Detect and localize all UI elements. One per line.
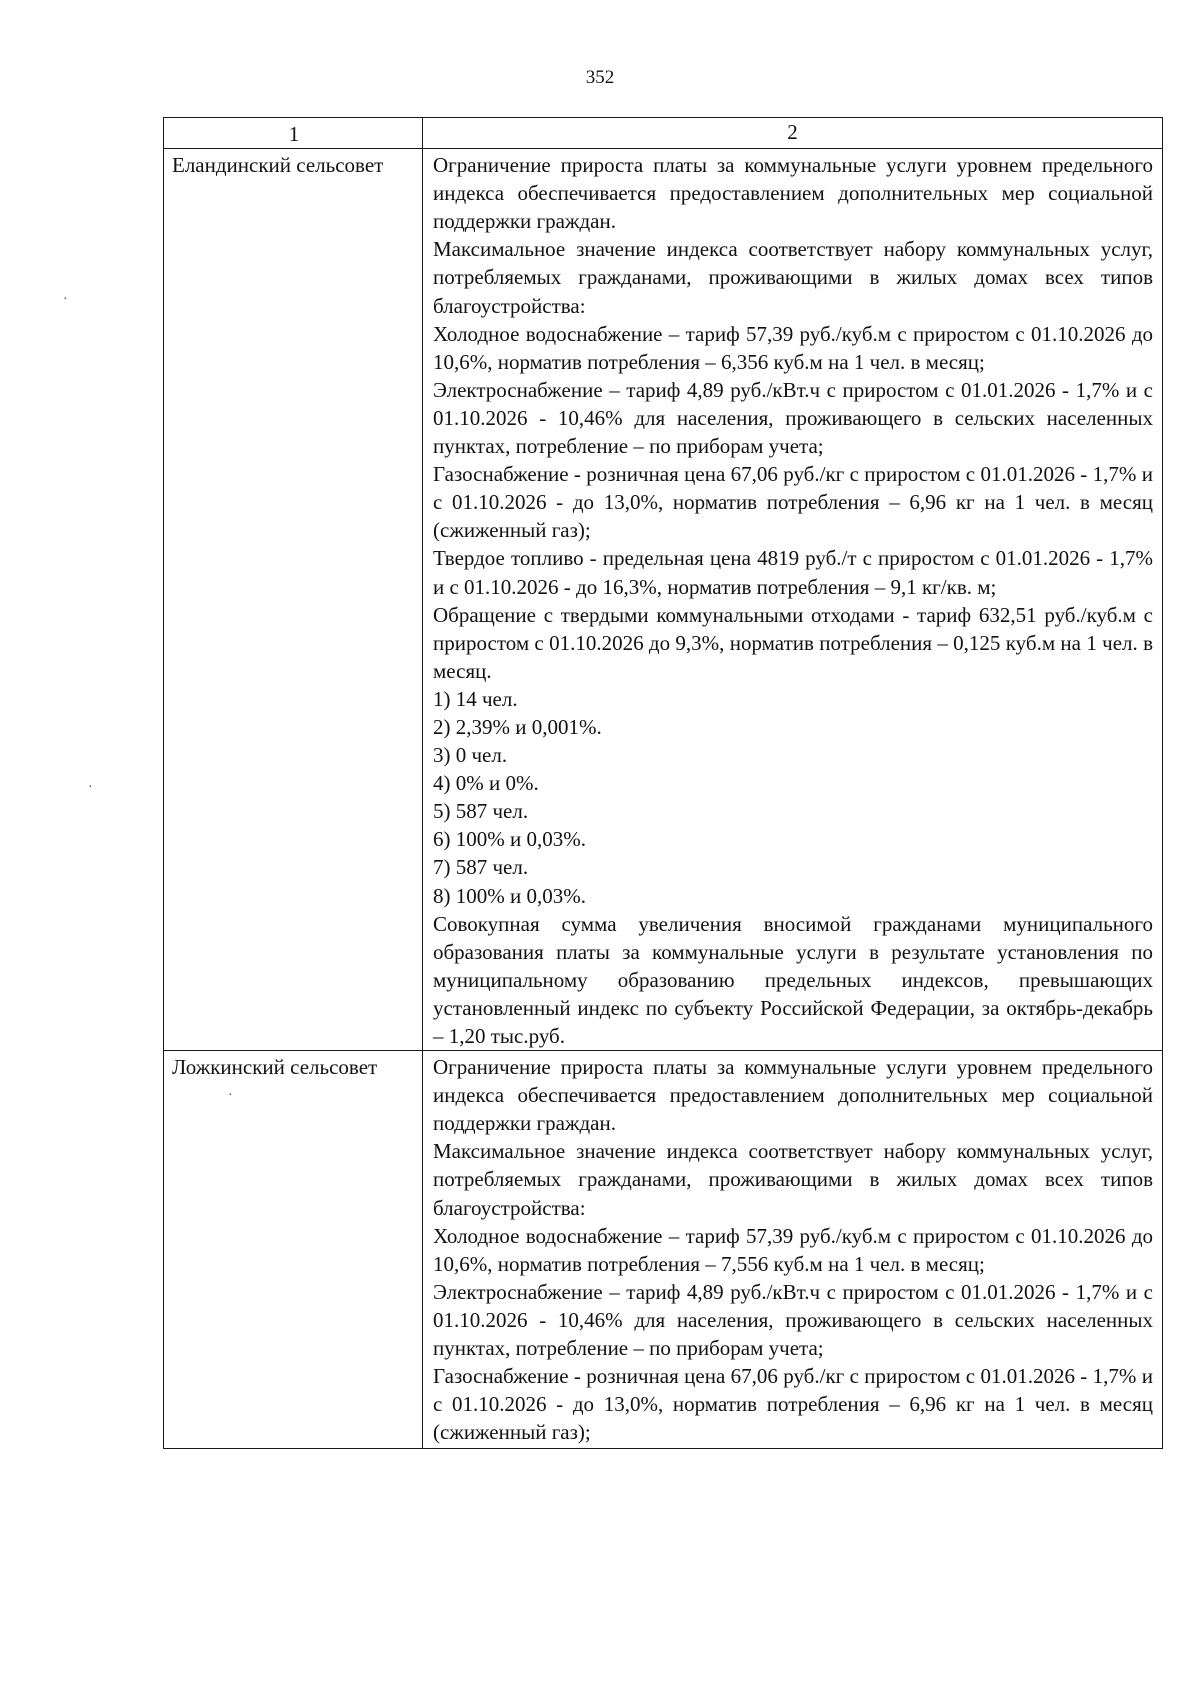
municipality-name: Еландинский сельсовет: [164, 149, 423, 1051]
list-item: 1) 14 чел.: [433, 686, 518, 711]
paragraph: Максимальное значение индекса соответствует набору коммунальных услуг, потребляемых гражданами, проживающими в жилых домах всех типов благоустройства:: [433, 1139, 1153, 1220]
paragraph: Электроснабжение – тариф 4,89 руб./кВт.ч с приростом с 01.01.2026 - 1,7% и с 01.10.2026 - 10,46% для населения, проживающего в сельских населенных пунктах, потребление – по приборам учета;: [433, 1279, 1153, 1361]
list-item: 6) 100% и 0,03%.: [433, 827, 586, 852]
paragraph: Совокупная сумма увеличения вносимой гражданами муниципального образования платы за коммунальные услуги в результате установления по муниципальному образованию предельных индексов, превышающих установленный индекс по субъекту Российской Федерации, за октябрь-декабрь – 1,20 тыс.руб.: [433, 911, 1153, 1048]
paragraph: Ограничение прироста платы за коммунальные услуги уровнем предельного индекса обеспечивается предоставлением дополнительных мер социальной поддержки граждан.: [433, 1055, 1153, 1136]
scan-mark: ·: [88, 780, 93, 795]
column-header-1: 1: [164, 118, 423, 149]
list-item: 8) 100% и 0,03%.: [433, 883, 586, 908]
table-row: [164, 1051, 1163, 1449]
paragraph: Газоснабжение - розничная цена 67,06 руб./кг с приростом с 01.01.2026 - 1,7% и с 01.10.2026 - до 13,0%, норматив потребления – 6,96 кг на 1 чел. в месяц (сжиженный газ);: [433, 1364, 1153, 1445]
paragraph: Газоснабжение - розничная цена 67,06 руб./кг с приростом с 01.01.2026 - 1,7% и с 01.10.2026 - до 13,0%, норматив потребления – 6,96 кг на 1 чел. в месяц (сжиженный газ);: [433, 462, 1153, 543]
paragraph: Твердое топливо - предельная цена 4819 руб./т с приростом с 01.01.2026 - 1,7% и с 01.10.2026 - до 16,3%, норматив потребления – 9,1 кг/кв. м;: [433, 546, 1153, 599]
list-item: 3) 0 чел.: [433, 743, 508, 768]
description-cell: [423, 1051, 1163, 1449]
table-row: [164, 149, 1163, 1051]
paragraph: Обращение с твердыми коммунальными отходами - тариф 632,51 руб./куб.м с приростом с 01.10.2026 до 9,3%, норматив потребления – 0,125 куб.м на 1 чел. в месяц.: [433, 602, 1153, 683]
paragraph: Холодное водоснабжение – тариф 57,39 руб./куб.м с приростом с 01.10.2026 до 10,6%, норматив потребления – 6,356 куб.м на 1 чел. в месяц;: [433, 321, 1153, 374]
paragraph: Холодное водоснабжение – тариф 57,39 руб./куб.м с приростом с 01.10.2026 до 10,6%, норматив потребления – 7,556 куб.м на 1 чел. в месяц;: [433, 1223, 1153, 1276]
column-header-2: 2: [423, 118, 1163, 149]
table-header-row: [164, 118, 1163, 149]
page-number: 352: [585, 67, 615, 88]
indices-table: [163, 117, 1163, 1449]
list-item: 4) 0% и 0%.: [433, 771, 539, 796]
paragraph: Ограничение прироста платы за коммунальные услуги уровнем предельного индекса обеспечивается предоставлением дополнительных мер социальной поддержки граждан.: [433, 153, 1153, 234]
list-item: 2) 2,39% и 0,001%.: [433, 714, 602, 739]
paragraph: Электроснабжение – тариф 4,89 руб./кВт.ч с приростом с 01.01.2026 - 1,7% и с 01.10.2026 - 10,46% для населения, проживающего в сельских населенных пунктах, потребление – по приборам учета;: [433, 377, 1153, 459]
municipality-name: Ложкинский сельсовет: [164, 1051, 423, 1449]
list-item: 7) 587 чел.: [433, 855, 529, 880]
scan-mark: ·: [228, 1088, 233, 1103]
description-cell: [423, 149, 1163, 1051]
list-item: 5) 587 чел.: [433, 799, 529, 824]
scan-mark: ·: [63, 292, 68, 307]
paragraph: Максимальное значение индекса соответствует набору коммунальных услуг, потребляемых гражданами, проживающими в жилых домах всех типов благоустройства:: [433, 237, 1153, 318]
